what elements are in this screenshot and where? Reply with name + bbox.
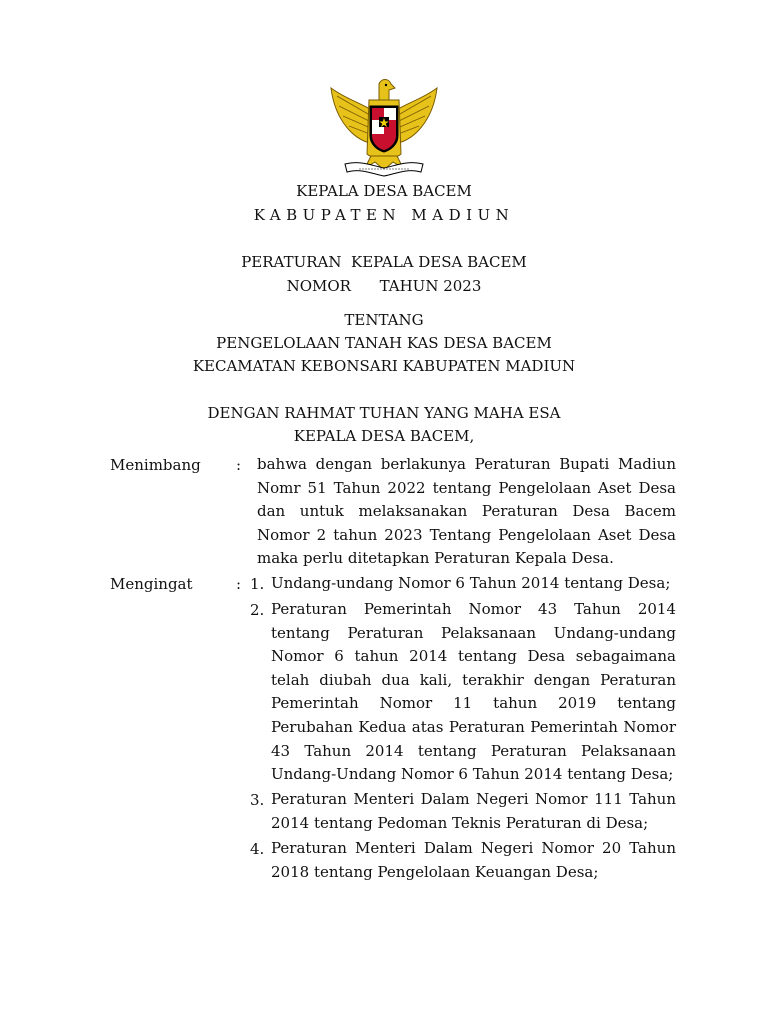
mengingat-item-2-text: Peraturan Pemerintah Nomor 43 Tahun 2014 tentang Peraturan Pelaksanaan Undang-undang Nomor 6 tahun 2014 tentang Desa sebagaimana telah diubah dua kali, terakhir dengan Peraturan Pemerintah Nomor 11 tahun 2019 tentang Perubahan Kedua atas Peraturan Pemerintah Nomor 43 Tahun 2014 tentang Peraturan Pelaksanaan Undang-Undang Nomor 6 Tahun 2014 tentang Desa; bbox=[271, 600, 676, 784]
mengingat-colon: : bbox=[236, 575, 242, 593]
mengingat-item-3-number: 3. bbox=[250, 791, 265, 809]
preamble-line-2: KEPALA DESA BACEM, bbox=[293, 427, 475, 445]
mengingat-item-2-number: 2. bbox=[250, 601, 265, 619]
menimbang-label: Menimbang bbox=[110, 456, 201, 474]
regulation-subject-2: KECAMATAN KEBONSARI KABUPATEN MADIUN bbox=[192, 357, 576, 375]
mengingat-item-1-number: 1. bbox=[250, 575, 265, 593]
mengingat-label: Mengingat bbox=[110, 575, 193, 593]
menimbang-colon: : bbox=[236, 456, 242, 474]
regulation-tentang: TENTANG bbox=[344, 311, 424, 329]
regulation-number: NOMOR TAHUN 2023 bbox=[286, 277, 482, 295]
header-line-2: KABUPATEN MADIUN bbox=[253, 206, 515, 224]
regulation-subject-1: PENGELOLAAN TANAH KAS DESA BACEM bbox=[216, 334, 552, 352]
menimbang-text: bahwa dengan berlakunya Peraturan Bupati Madiun Nomr 51 Tahun 2022 tentang Pengelolaan Aset Desa dan untuk melaksanakan Peraturan Desa Bacem Nomor 2 tahun 2023 Tentang Pengelolaan Aset Desa maka perlu ditetapkan Peraturan Kepala Desa. bbox=[257, 455, 676, 568]
regulation-title: PERATURAN KEPALA DESA BACEM bbox=[241, 253, 527, 271]
preamble-line-1: DENGAN RAHMAT TUHAN YANG MAHA ESA bbox=[207, 404, 561, 422]
mengingat-item-4-text: Peraturan Menteri Dalam Negeri Nomor 20 Tahun 2018 tentang Pengelolaan Keuangan Desa; bbox=[271, 839, 676, 881]
mengingat-item-1-text: Undang-undang Nomor 6 Tahun 2014 tentang Desa; bbox=[271, 574, 671, 592]
mengingat-item-3-text: Peraturan Menteri Dalam Negeri Nomor 111 Tahun 2014 tentang Pedoman Teknis Peraturan di Desa; bbox=[271, 790, 676, 832]
mengingat-item-4-number: 4. bbox=[250, 840, 265, 858]
header-line-1: KEPALA DESA BACEM bbox=[296, 182, 472, 200]
garuda-emblem-icon bbox=[325, 74, 443, 178]
